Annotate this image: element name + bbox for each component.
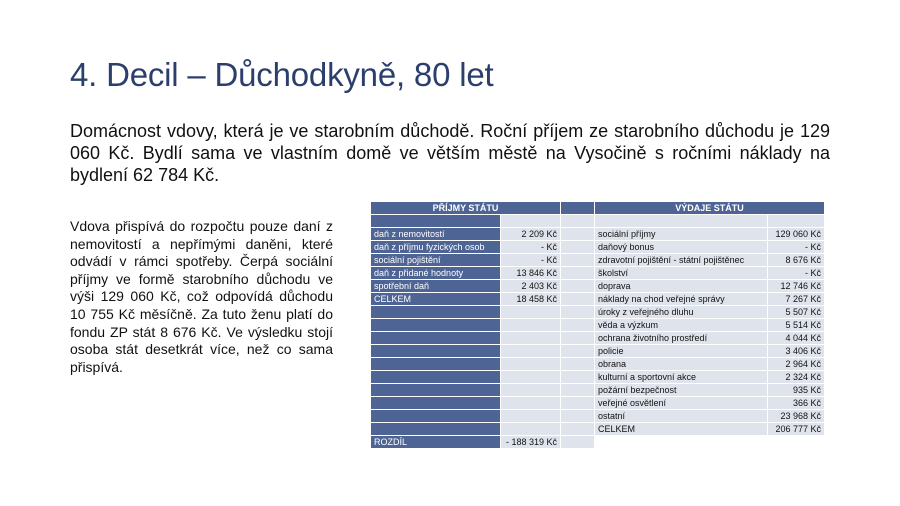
table-row — [371, 423, 825, 436]
expense-empty-value — [768, 215, 825, 228]
table-row — [371, 267, 825, 280]
income-empty-label — [371, 345, 501, 358]
table-row — [371, 358, 825, 371]
table-row — [371, 293, 825, 306]
expense-empty-value — [768, 436, 825, 449]
expense-label: policie — [595, 345, 768, 358]
gap-cell — [561, 293, 595, 306]
income-empty-value — [501, 319, 561, 332]
gap-cell — [561, 254, 595, 267]
gap-cell — [561, 228, 595, 241]
expense-empty-label — [595, 436, 768, 449]
income-label: spotřební daň — [371, 280, 501, 293]
expense-label: kulturní a sportovní akce — [595, 371, 768, 384]
gap-cell — [561, 423, 595, 436]
table-row — [371, 306, 825, 319]
expense-value: 12 746 Kč — [768, 280, 825, 293]
expense-label: daňový bonus — [595, 241, 768, 254]
gap-cell — [561, 358, 595, 371]
side-paragraph: Vdova přispívá do rozpočtu pouze daní z nemovitostí a nepřímými daněni, které odvádí v rámci spotřeby. Čerpá sociální příjmy ve formě starobního důchodu ve výši 129 060 Kč, což odpovídá důchodu 10 755 Kč měsíčně. Za tuto ženu platí do fondu ZP stát 8 676 Kč. Ve výsledku stojí osoba stát desetkrát více, než co sama přispívá. — [70, 218, 333, 375]
table-row — [371, 332, 825, 345]
expense-value: - Kč — [768, 241, 825, 254]
income-empty-label — [371, 397, 501, 410]
lead-paragraph: Domácnost vdovy, která je ve starobním důchodě. Roční příjem ze starobního důchodu je 129 060 Kč. Bydlí sama ve vlastním domě ve větším městě na Vysočině s ročními náklady na bydlení 62 784 Kč. — [70, 121, 830, 185]
expense-value: 206 777 Kč — [768, 423, 825, 436]
income-empty-value — [501, 384, 561, 397]
income-label: daň z nemovitostí — [371, 228, 501, 241]
income-empty-value — [501, 332, 561, 345]
table-row — [371, 215, 825, 228]
expense-value: 2 324 Kč — [768, 371, 825, 384]
header-gap — [561, 202, 595, 215]
income-empty-label — [371, 319, 501, 332]
gap-cell — [561, 332, 595, 345]
income-empty-label — [371, 332, 501, 345]
expense-label: školství — [595, 267, 768, 280]
expense-value: 5 514 Kč — [768, 319, 825, 332]
table-header-row — [371, 202, 825, 215]
gap-cell — [561, 215, 595, 228]
income-header: PŘÍJMY STÁTU — [371, 202, 561, 215]
income-label: daň z přidané hodnoty — [371, 267, 501, 280]
expense-value: 4 044 Kč — [768, 332, 825, 345]
income-label: daň z příjmu fyzických osob — [371, 241, 501, 254]
income-value: - Kč — [501, 241, 561, 254]
expense-label: CELKEM — [595, 423, 768, 436]
table-row — [371, 319, 825, 332]
gap-cell — [561, 280, 595, 293]
expense-label: věda a výzkum — [595, 319, 768, 332]
table-row — [371, 254, 825, 267]
expense-label: ochrana životního prostředí — [595, 332, 768, 345]
expense-value: 2 964 Kč — [768, 358, 825, 371]
gap-cell — [561, 319, 595, 332]
table-row — [371, 436, 825, 449]
income-empty-label — [371, 215, 501, 228]
expense-header: VÝDAJE STÁTU — [595, 202, 825, 215]
income-empty-label — [371, 371, 501, 384]
income-empty-value — [501, 215, 561, 228]
income-value: 18 458 Kč — [501, 293, 561, 306]
difference-label: ROZDÍL — [371, 436, 501, 449]
gap-cell — [561, 306, 595, 319]
expense-label: požární bezpečnost — [595, 384, 768, 397]
income-empty-value — [501, 423, 561, 436]
expense-label: sociální příjmy — [595, 228, 768, 241]
income-empty-value — [501, 410, 561, 423]
expense-label: náklady na chod veřejné správy — [595, 293, 768, 306]
expense-label: ostatní — [595, 410, 768, 423]
expense-label: obrana — [595, 358, 768, 371]
table-row — [371, 371, 825, 384]
table-row — [371, 345, 825, 358]
income-value: - Kč — [501, 254, 561, 267]
expense-label: úroky z veřejného dluhu — [595, 306, 768, 319]
slide-title: 4. Decil – Důchodkyně, 80 let — [70, 56, 494, 93]
income-value: 13 846 Kč — [501, 267, 561, 280]
expense-value: - Kč — [768, 267, 825, 280]
expense-label: veřejné osvětlení — [595, 397, 768, 410]
income-label: sociální pojištění — [371, 254, 501, 267]
expense-value: 3 406 Kč — [768, 345, 825, 358]
expense-value: 8 676 Kč — [768, 254, 825, 267]
income-empty-label — [371, 306, 501, 319]
table-row — [371, 384, 825, 397]
income-empty-value — [501, 345, 561, 358]
income-empty-label — [371, 358, 501, 371]
expense-value: 7 267 Kč — [768, 293, 825, 306]
income-empty-value — [501, 358, 561, 371]
table-row — [371, 228, 825, 241]
expense-empty-label — [595, 215, 768, 228]
expense-value: 5 507 Kč — [768, 306, 825, 319]
expense-value: 129 060 Kč — [768, 228, 825, 241]
table-row — [371, 410, 825, 423]
income-empty-value — [501, 371, 561, 384]
table-row — [371, 241, 825, 254]
expense-label: zdravotní pojištění - státní pojištěnec — [595, 254, 768, 267]
gap-cell — [561, 384, 595, 397]
income-empty-label — [371, 423, 501, 436]
expense-value: 23 968 Kč — [768, 410, 825, 423]
table-row — [371, 280, 825, 293]
income-empty-label — [371, 410, 501, 423]
gap-cell — [561, 436, 595, 449]
income-value: 2 209 Kč — [501, 228, 561, 241]
income-label: CELKEM — [371, 293, 501, 306]
budget-table — [370, 201, 825, 449]
gap-cell — [561, 410, 595, 423]
income-empty-label — [371, 384, 501, 397]
gap-cell — [561, 371, 595, 384]
income-empty-value — [501, 397, 561, 410]
difference-value: - 188 319 Kč — [501, 436, 561, 449]
gap-cell — [561, 241, 595, 254]
gap-cell — [561, 345, 595, 358]
expense-value: 935 Kč — [768, 384, 825, 397]
income-value: 2 403 Kč — [501, 280, 561, 293]
gap-cell — [561, 397, 595, 410]
expense-label: doprava — [595, 280, 768, 293]
table-row — [371, 397, 825, 410]
gap-cell — [561, 267, 595, 280]
income-empty-value — [501, 306, 561, 319]
expense-value: 366 Kč — [768, 397, 825, 410]
